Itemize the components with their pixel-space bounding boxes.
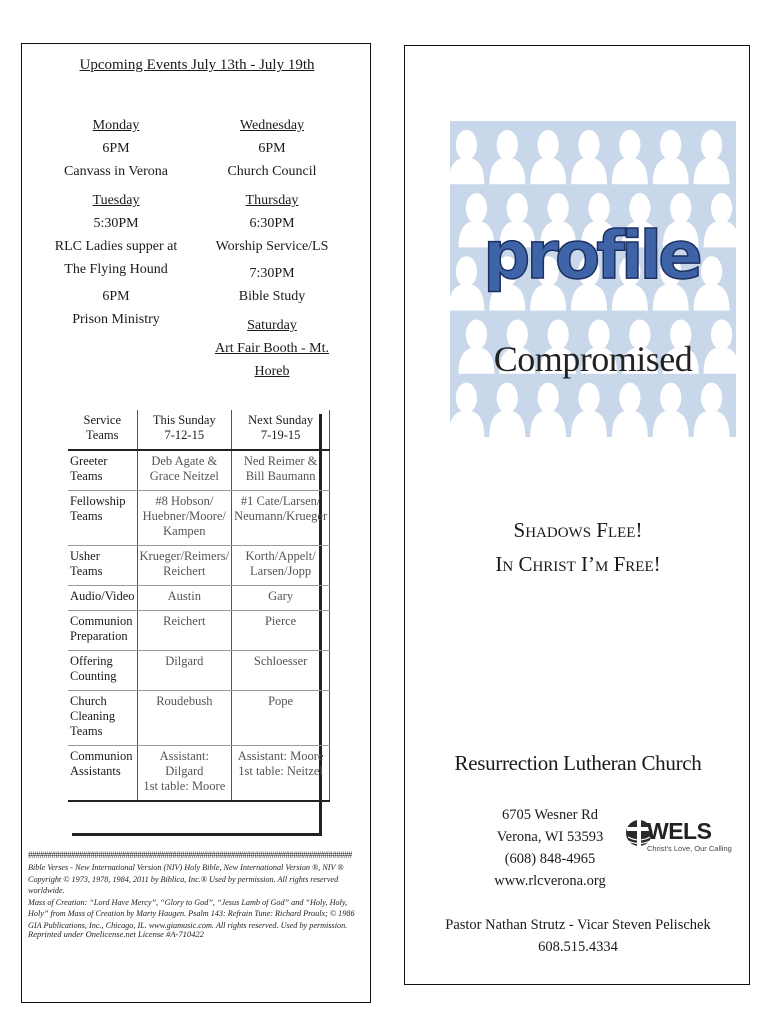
church-contact	[455, 804, 645, 892]
this-sunday-assignment	[137, 691, 232, 746]
tuesday-heading: Tuesday	[92, 193, 140, 208]
assignment-line: Krueger/Reimers/	[139, 549, 230, 563]
team-name: Church Cleaning Teams	[68, 691, 137, 746]
tagline-line2: In Christ I’m Free!	[495, 552, 661, 576]
next-sunday-assignment	[232, 491, 330, 546]
divider-hashes: ###################################################################################	[28, 850, 352, 860]
cover-title-compromised: Compromised	[493, 339, 693, 379]
assignment-line: 1st table: Neitzel	[238, 764, 323, 778]
tagline-line1: Shadows Flee!	[513, 518, 643, 542]
next-sunday-assignment	[232, 611, 330, 651]
saturday-heading: Saturday	[247, 318, 297, 333]
thursday-time-1: 6:30PM	[249, 216, 295, 231]
assignment-line: Schloesser	[253, 654, 308, 668]
assignment-line: Assistant: Moore	[237, 749, 324, 763]
this-sunday-assignment	[137, 546, 232, 586]
assignment-line: Huebner/Moore/	[142, 509, 226, 523]
team-name: Greeter Teams	[68, 450, 137, 491]
assignment-line: Austin	[167, 589, 201, 603]
church-name: Resurrection Lutheran Church	[454, 751, 702, 775]
assignment-line: Assistant: Dilgard	[159, 749, 209, 778]
next-sunday-assignment	[232, 651, 330, 691]
tuesday-event-1-line1: RLC Ladies supper at	[54, 239, 178, 254]
service-teams-table	[68, 410, 330, 802]
team-name: Offering Counting	[68, 651, 137, 691]
silhouette-figure	[489, 383, 525, 437]
assignment-line: Kampen	[163, 524, 206, 538]
silhouette-figure	[571, 130, 607, 184]
monday-heading: Monday	[92, 118, 140, 133]
license-note: Reprinted under Onelicense.net License #A-710422	[28, 929, 204, 939]
assignment-line: Dilgard	[165, 654, 204, 668]
assignment-line: Gary	[268, 589, 294, 603]
tuesday-time-2: 6PM	[102, 289, 130, 304]
header-service-teams: Service Teams	[68, 410, 137, 450]
assignment-line: Bill Baumann	[245, 469, 316, 483]
tuesday-time-1: 5:30PM	[93, 216, 139, 231]
monday-event: Canvass in Verona	[64, 164, 168, 179]
assignment-line: Roudebush	[156, 694, 213, 708]
next-sunday-assignment	[232, 746, 330, 802]
table-header-row	[68, 410, 330, 450]
team-row	[68, 611, 330, 651]
silhouette-figure	[653, 383, 689, 437]
thursday-event-2: Bible Study	[238, 289, 306, 304]
team-name: Usher Teams	[68, 546, 137, 586]
tuesday-event-1-line2: The Flying Hound	[64, 262, 168, 277]
team-name: Communion Assistants	[68, 746, 137, 802]
assignment-line: Ned Reimer &	[243, 454, 318, 468]
assignment-line: Reichert	[163, 614, 206, 628]
address-street: 6705 Wesner Rd	[501, 807, 599, 823]
team-row	[68, 491, 330, 546]
thursday-time-2: 7:30PM	[249, 266, 295, 281]
team-name: Communion Preparation	[68, 611, 137, 651]
assignment-line: Larsen/Jopp	[250, 564, 312, 578]
assignment-line: Korth/Appelt/	[245, 549, 316, 563]
phone-number: (608) 848-4965	[504, 851, 596, 867]
next-sunday-assignment	[232, 546, 330, 586]
next-sunday-assignment	[232, 691, 330, 746]
silhouette-figure	[653, 130, 689, 184]
team-name: Audio/Video	[68, 586, 137, 611]
assignment-line: Deb Agate &	[151, 454, 218, 468]
assignment-line: Pope	[268, 694, 294, 708]
assignment-line: Reichert	[163, 564, 206, 578]
bulletin-back-page	[21, 43, 371, 1003]
assignment-line: Neumann/Krueger	[234, 509, 328, 523]
team-row	[68, 450, 330, 491]
cover-tagline	[405, 513, 751, 581]
thursday-heading: Thursday	[245, 193, 299, 208]
credit-bible: Bible Verses - New International Version (NIV) Holy Bible, New International Version ®, NIV ® Copyright © 1973, 1978, 1984, 2011 by Biblica, Inc.® Used by permission. All rights reserved worldwide.	[28, 863, 344, 895]
wednesday-heading: Wednesday	[239, 118, 305, 133]
assignment-line: #1 Cate/Larsen/	[240, 494, 321, 508]
silhouette-figure	[612, 383, 648, 437]
silhouette-figure	[694, 383, 730, 437]
pastor-phone: 608.515.4334	[538, 939, 618, 955]
pastor-names: Pastor Nathan Strutz - Vicar Steven Pelischek	[445, 917, 711, 933]
wednesday-time: 6PM	[258, 141, 286, 156]
thursday-event-1: Worship Service/LS	[215, 239, 329, 254]
pastor-info	[405, 914, 751, 958]
silhouette-figure	[571, 383, 607, 437]
this-sunday-assignment	[137, 746, 232, 802]
silhouette-figure	[694, 130, 730, 184]
this-sunday-assignment	[137, 586, 232, 611]
this-sunday-assignment	[137, 651, 232, 691]
header-this-sunday: This Sunday 7-12-15	[137, 410, 232, 450]
this-sunday-assignment	[137, 611, 232, 651]
header-next-sunday: Next Sunday 7-19-15	[232, 410, 330, 450]
silhouette-figure	[530, 383, 566, 437]
team-row	[68, 691, 330, 746]
events-right-column	[202, 114, 342, 383]
team-name: Fellowship Teams	[68, 491, 137, 546]
silhouette-figure	[450, 383, 484, 437]
assignment-line: #8 Hobson/	[155, 494, 214, 508]
team-row	[68, 546, 330, 586]
monday-time: 6PM	[102, 141, 130, 156]
this-sunday-assignment	[137, 450, 232, 491]
silhouette-figure	[530, 130, 566, 184]
credit-music: Mass of Creation: “Lord Have Mercy”, “Glory to God”, “Jesus Lamb of God” and “Holy, Holy, Holy” from Mass of Creation by Marty Haugen. Psalm 143: Refrain Tune: Richard Proulx; © 1986 GIA Publications, Inc., Chicago, IL. www.giamusic.com. All rights reserved. Used by permission.	[28, 897, 355, 930]
saturday-event: Art Fair Booth - Mt. Horeb	[215, 341, 329, 379]
silhouette-figure	[450, 130, 484, 184]
events-left-column	[46, 114, 186, 331]
team-row	[68, 586, 330, 611]
assignment-line: Pierce	[264, 614, 297, 628]
this-sunday-assignment	[137, 491, 232, 546]
wels-tagline: Christ's Love, Our Calling	[647, 844, 732, 853]
cover-title-profile: profile	[483, 217, 699, 294]
next-sunday-assignment	[232, 586, 330, 611]
events-title: Upcoming Events July 13th - July 19th	[79, 57, 315, 73]
assignment-line: 1st table: Moore	[143, 779, 226, 793]
team-row	[68, 746, 330, 802]
next-sunday-assignment	[232, 450, 330, 491]
silhouette-figure	[612, 130, 648, 184]
wels-wordmark: WELS	[647, 818, 712, 844]
wednesday-event: Church Council	[227, 164, 317, 179]
address-city: Verona, WI 53593	[496, 829, 604, 845]
website-link[interactable]: www.rlcverona.org	[494, 873, 606, 889]
assignment-line: Grace Neitzel	[149, 469, 219, 483]
team-row	[68, 651, 330, 691]
table-body	[68, 450, 330, 801]
copyright-credits	[28, 862, 364, 931]
bulletin-cover-page	[404, 45, 750, 985]
tuesday-event-2: Prison Ministry	[72, 312, 160, 327]
silhouette-figure	[489, 130, 525, 184]
